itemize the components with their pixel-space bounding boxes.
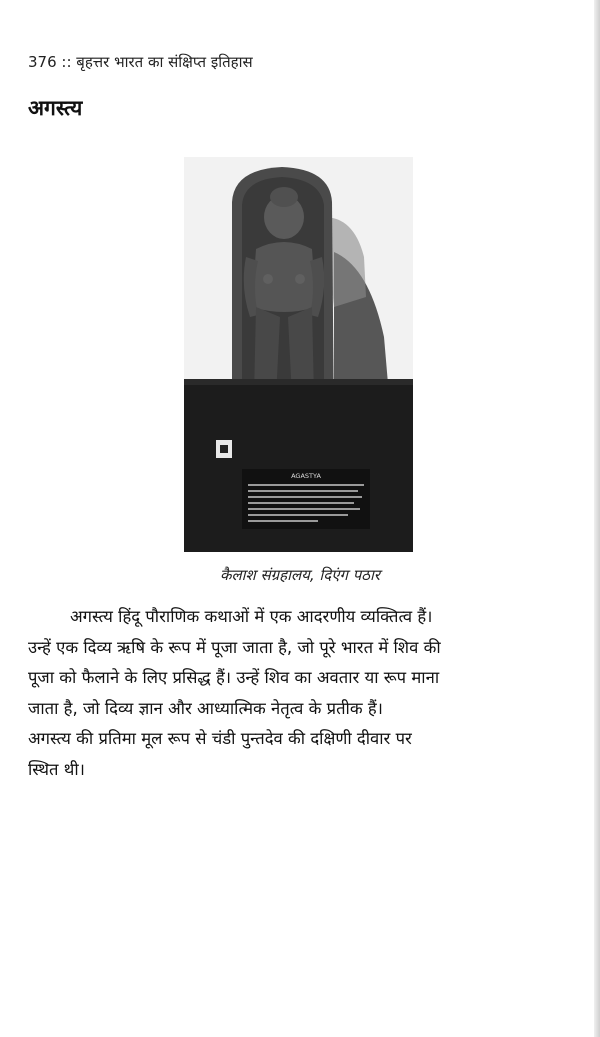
statue-photo-art	[184, 157, 413, 552]
paragraph-line: अगस्त्य की प्रतिमा मूल रूप से चंडी पुन्तदेव की दक्षिणी दीवार पर	[28, 729, 412, 748]
paragraph-line: अगस्त्य हिंदू पौराणिक कथाओं में एक आदरणीय व्यक्तित्व हैं।	[70, 607, 433, 626]
page-edge-shadow	[594, 0, 600, 1037]
figure-crown	[270, 187, 298, 207]
paragraph-line: उन्हें एक दिव्य ऋषि के रूप में पूजा जाता है, जो पूरे भारत में शिव की	[28, 637, 441, 657]
pedestal-top-edge	[184, 379, 413, 385]
section-title: अगस्त्य	[28, 96, 83, 120]
paragraph-line: पूजा को फैलाने के लिए प्रसिद्ध हैं। उन्हें शिव का अवतार या रूप माना	[28, 668, 440, 687]
ornament	[295, 274, 305, 284]
statue-photo	[184, 157, 413, 552]
placard-line	[248, 490, 358, 492]
placard-line	[248, 484, 364, 486]
figure-torso	[252, 242, 316, 312]
placard-line	[248, 496, 362, 498]
placard-line	[248, 502, 354, 504]
running-header: 376 :: बृहत्तर भारत का संक्षिप्त इतिहास	[28, 53, 253, 71]
body-paragraph	[28, 602, 600, 785]
placard-line	[248, 514, 348, 516]
paragraph-line: जाता है, जो दिव्य ज्ञान और आध्यात्मिक नेतृत्व के प्रतीक हैं।	[28, 698, 383, 718]
figure-caption: कैलाश संग्रहालय, दिएंग पठार	[219, 566, 380, 584]
small-label-mark	[220, 445, 228, 453]
placard-title: AGASTYA	[291, 472, 321, 480]
paragraph-line: स्थित थी।	[28, 759, 85, 779]
ornament	[263, 274, 273, 284]
placard-line	[248, 508, 360, 510]
placard-line	[248, 520, 318, 522]
